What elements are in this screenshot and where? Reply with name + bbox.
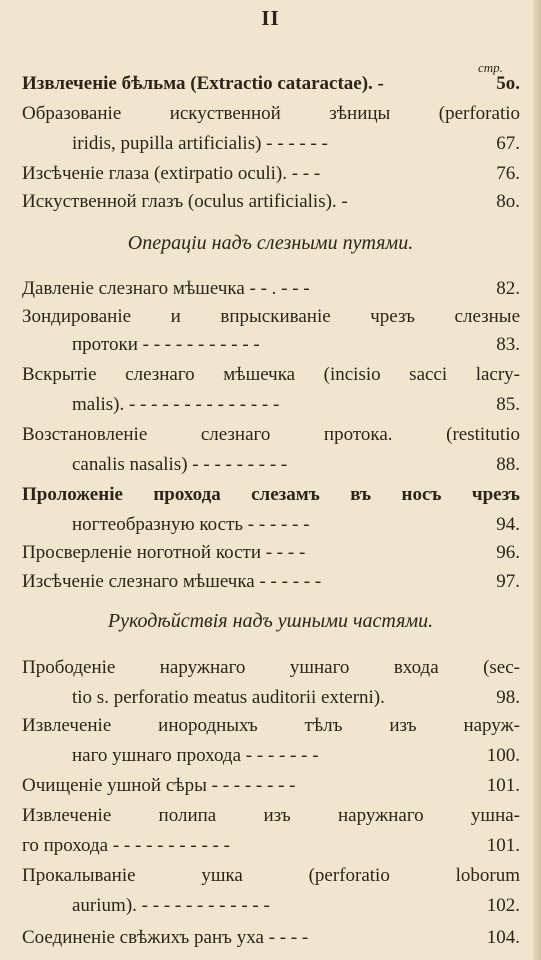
column-heading: стр.	[478, 60, 503, 75]
toc-line-text: aurium). - - - - - - - - - - - -	[72, 895, 270, 916]
toc-line	[22, 862, 520, 890]
toc-line-text: Проложеніе прохода слезамъ въ носъ чрезъ	[22, 484, 520, 505]
toc-line-page: 82.	[496, 278, 520, 299]
toc-line-text: Извлеченіе полипа изъ наружнаго ушна-	[22, 805, 520, 826]
toc-line	[22, 712, 520, 740]
toc-line-text: Очищеніе ушной сѣры - - - - - - - -	[22, 775, 296, 796]
toc-line	[22, 188, 520, 216]
toc-line-text: malis). - - - - - - - - - - - - - -	[72, 394, 280, 415]
toc-line-text: Просверленіе ноготной кости - - - -	[22, 542, 306, 563]
toc-line-page: 8o.	[496, 191, 520, 212]
toc-line-text: Искуственной глазъ (oculus artificialis). -	[22, 191, 348, 212]
toc-line	[22, 832, 520, 860]
toc-line	[22, 160, 520, 188]
section-title: Рукодѣйствія надъ ушными частями.	[107, 610, 434, 632]
toc-line-page: 96.	[496, 542, 520, 563]
toc-line	[22, 100, 520, 128]
toc-line	[22, 303, 520, 331]
toc-line	[72, 391, 520, 419]
toc-line-text: tio s. perforatio meatus auditorii externi).	[72, 687, 385, 708]
toc-line-page: 94.	[496, 514, 520, 535]
toc-line-page: 98.	[496, 687, 520, 708]
toc-line-text: Прокалываніе ушка (perforatio loborum	[22, 865, 520, 886]
toc-line-page: 88.	[496, 454, 520, 475]
toc-line	[22, 924, 520, 952]
toc-line-text: го прохода - - - - - - - - - - -	[22, 835, 230, 856]
toc-line	[72, 684, 520, 712]
toc-line-text: Прободеніе наружнаго ушнаго входа (sec-	[22, 657, 520, 678]
toc-line-page: 67.	[496, 133, 520, 154]
toc-line	[22, 481, 520, 509]
toc-line-page: 100.	[486, 745, 520, 766]
toc-line-text: Давленіе слезнаго мѣшечка - - . - - -	[22, 278, 310, 299]
toc-line	[22, 275, 520, 303]
toc-line-text: наго ушнаго прохода - - - - - - -	[72, 745, 319, 766]
toc-line-page: 102.	[486, 895, 520, 916]
toc-line	[72, 451, 520, 479]
toc-line-page: 83.	[496, 334, 520, 355]
toc-line-text: Извлеченіе инородныхъ тѣлъ изъ наруж-	[22, 715, 520, 736]
toc-line	[22, 772, 520, 800]
toc-line-text: Вскрытіе слезнаго мѣшечка (incisio sacci lacry-	[22, 364, 520, 385]
toc-line-page: 97.	[496, 571, 520, 592]
toc-line-text: Извлеченіе бѣльма (Extractio cataractae). -	[22, 73, 384, 94]
toc-line-text: Изсѣченіе слезнаго мѣшечка - - - - - -	[22, 571, 322, 592]
toc-line	[22, 654, 520, 682]
toc-line-text: Зондированіе и впрыскиванiе чрезъ слезные	[22, 306, 520, 327]
toc-line-page: 5o.	[496, 73, 520, 94]
toc-line-page: 76.	[496, 163, 520, 184]
toc-line-text: протоки - - - - - - - - - - -	[72, 334, 260, 355]
toc-line-text: Образованіе искуственной зѣницы (perforatio	[22, 103, 520, 124]
toc-line-page: 101.	[486, 775, 520, 796]
page-edge	[533, 0, 541, 960]
toc-line	[22, 70, 520, 98]
toc-line-page: 85.	[496, 394, 520, 415]
toc-line	[72, 742, 520, 770]
toc-line	[22, 539, 520, 567]
toc-line-text: iridis, pupilla artificialis) - - - - - -	[72, 133, 328, 154]
toc-line-text: Изсѣченіе глаза (extirpatio oculi). - - -	[22, 163, 321, 184]
toc-line-text: Соединеніе свѣжихъ ранъ уха - - - -	[22, 927, 309, 948]
toc-line	[22, 421, 520, 449]
toc-line	[22, 802, 520, 830]
toc-line	[72, 130, 520, 158]
toc-line	[22, 361, 520, 389]
toc-line	[22, 568, 520, 596]
toc-line-text: canalis nasalis) - - - - - - - - -	[72, 454, 288, 475]
section-title: Операціи надъ слезными путями.	[127, 232, 414, 254]
toc-line	[72, 331, 520, 359]
toc-line-page: 101.	[486, 835, 520, 856]
toc-line-page: 104.	[486, 927, 520, 948]
toc-line-text: ногтеобразную кость - - - - - -	[72, 514, 310, 535]
toc-line	[72, 511, 520, 539]
toc-line-text: Возстановленіе слезнаго протока. (restitutio	[22, 424, 520, 445]
toc-line	[72, 892, 520, 920]
page-number: II	[261, 6, 280, 30]
